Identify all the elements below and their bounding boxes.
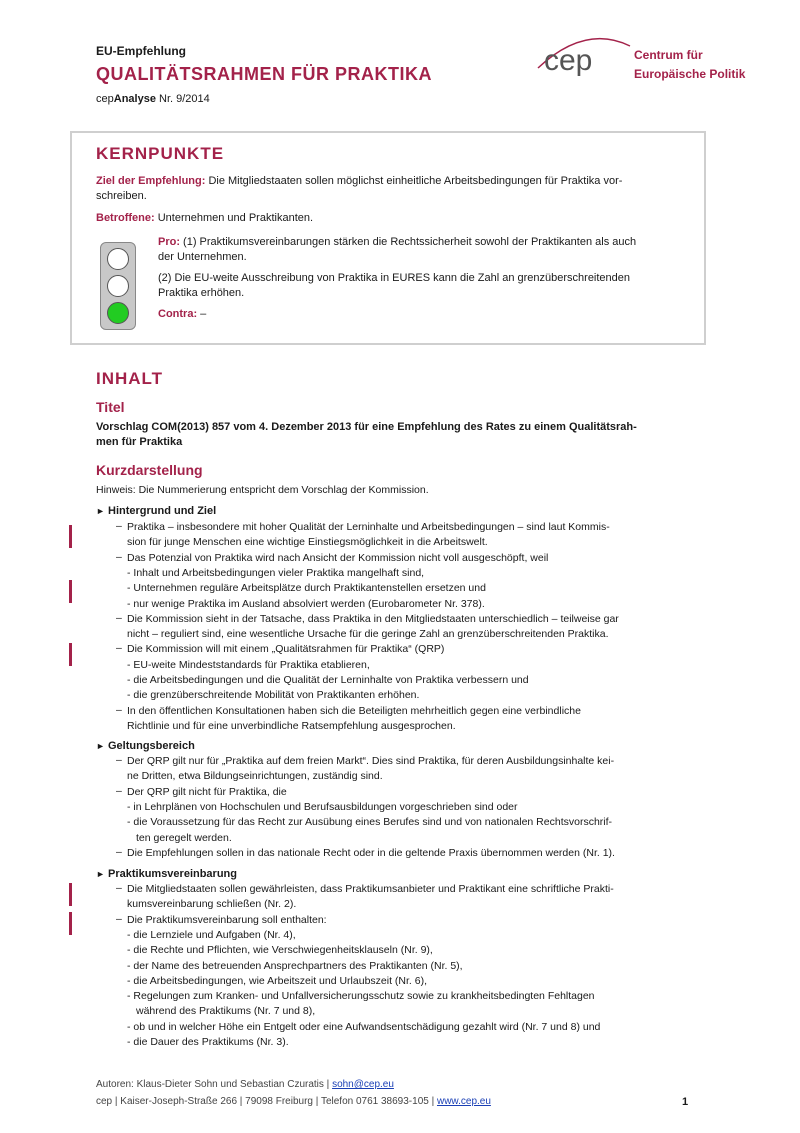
list-dash: –	[116, 520, 122, 532]
document-title: QUALITÄTSRAHMEN FÜR PRAKTIKA	[96, 64, 432, 84]
cep-logo	[530, 28, 640, 84]
pro-label: Pro:	[158, 236, 180, 248]
list-subitem: - die Voraussetzung für das Recht zur Ausübung eines Berufes sind und von nationalen Rechtsvorschrif-	[127, 816, 613, 829]
list-item: kumsvereinbarung schließen (Nr. 2).	[127, 898, 297, 911]
section-heading-geltungsbereich	[96, 740, 195, 752]
number-prefix: cep	[96, 93, 114, 105]
list-item: nicht – reguliert sind, eine wesentliche Ursache für die geringe Zahl an grenzüberschreitenden Praktika.	[127, 628, 609, 641]
list-dash: –	[116, 882, 122, 894]
ziel-line-2: schreiben.	[96, 190, 147, 202]
number-suffix: Nr. 9/2014	[155, 93, 210, 105]
change-bar	[69, 912, 72, 935]
section-heading-praktikumsvereinbarung	[96, 868, 237, 880]
address-text: cep | Kaiser-Joseph-Straße 266 | 79098 Freiburg | Telefon 0761 38693-105 |	[96, 1096, 437, 1107]
betroffene-text: Unternehmen und Praktikanten.	[154, 212, 314, 224]
ziel-label: Ziel der Empfehlung:	[96, 175, 206, 187]
list-item: Die Kommission sieht in der Tatsache, dass Praktika in den Mitgliedstaaten unterschiedlich – teilweise gar	[127, 612, 619, 625]
organization-name	[634, 46, 745, 84]
list-subitem: - Inhalt und Arbeitsbedingungen vieler Praktika mangelhaft sind,	[127, 566, 425, 579]
page-number: 1	[682, 1096, 689, 1108]
betroffene-label: Betroffene:	[96, 212, 155, 224]
list-subitem: - die Arbeitsbedingungen, wie Arbeitszeit und Urlaubszeit (Nr. 6),	[127, 974, 427, 987]
pro2-line-2: Praktika erhöhen.	[158, 287, 245, 299]
list-dash: –	[116, 703, 122, 716]
contra-line	[158, 307, 206, 322]
traffic-light-yellow-off	[107, 275, 129, 297]
list-subitem: - die Dauer des Praktikums (Nr. 3).	[127, 1036, 289, 1048]
org-line-2: Europäische Politik	[634, 67, 746, 81]
list-item: ten geregelt werden.	[136, 831, 232, 844]
list-item: ne Dritten, etwa Bildungseinrichtungen, zuständig sind.	[127, 770, 383, 783]
number-bold: Analyse	[113, 93, 156, 105]
section-heading-text: Hintergrund und Ziel	[108, 505, 217, 517]
titel-line-1: Vorschlag COM(2013) 857 vom 4. Dezember 2013 für eine Empfehlung des Rates zu einem Qualitätsrah-	[96, 421, 637, 433]
ziel-line	[96, 174, 686, 189]
inhalt-title: INHALT	[96, 369, 164, 388]
list-item: Die Mitgliedstaaten sollen gewährleisten, dass Praktikumsanbieter und Praktikant eine schriftliche Prakti-	[127, 883, 614, 895]
list-item: Das Potenzial von Praktika wird nach Ansicht der Kommission nicht voll ausgeschöpft, weil	[127, 551, 549, 564]
org-line-1: Centrum für	[634, 48, 703, 62]
change-bar	[69, 643, 72, 666]
logo-text: cep	[544, 44, 593, 77]
titel-heading: Titel	[96, 399, 125, 415]
list-subitem: - ob und in welcher Höhe ein Entgelt oder eine Aufwandsentschädigung gezahlt wird (Nr. 7 und 8) und	[127, 1020, 601, 1033]
list-subitem: - der Name des betreuenden Ansprechpartners des Praktikanten (Nr. 5),	[127, 959, 463, 972]
change-bar	[69, 883, 72, 906]
bullet-triangle-icon: ►	[96, 741, 105, 751]
kurzdarstellung-heading: Kurzdarstellung	[96, 462, 203, 478]
change-bar	[69, 525, 72, 548]
list-item: während des Praktikums (Nr. 7 und 8),	[136, 1005, 316, 1018]
document-type: EU-Empfehlung	[96, 44, 186, 58]
contra-text: –	[197, 308, 207, 320]
ziel-text: Die Mitgliedstaaten sollen möglichst einheitliche Arbeitsbedingungen für Praktika vor-	[205, 175, 623, 187]
list-item: Richtlinie und für eine unverbindliche Ratsempfehlung ausgesprochen.	[127, 719, 456, 732]
list-item: Die Kommission will mit einem „Qualitätsrahmen für Praktika“ (QRP)	[127, 643, 445, 656]
footer-address	[96, 1096, 491, 1107]
list-subitem: - nur wenige Praktika im Ausland absolviert werden (Eurobarometer Nr. 378).	[127, 597, 485, 610]
contra-label: Contra:	[158, 308, 198, 320]
betroffene-line	[96, 211, 313, 226]
list-dash: –	[116, 754, 122, 766]
list-subitem: - Regelungen zum Kranken- und Unfallversicherungsschutz sowie zu krankheitsbedingten Fehltagen	[127, 990, 595, 1003]
pro2-line-1: (2) Die EU-weite Ausschreibung von Praktika in EURES kann die Zahl an grenzüberschreitenden	[158, 272, 631, 284]
website-link[interactable]: www.cep.eu	[436, 1096, 491, 1107]
pro-line-1	[158, 235, 636, 250]
list-subitem: - die Lernziele und Aufgaben (Nr. 4),	[127, 928, 296, 941]
traffic-light-red-off	[107, 248, 129, 270]
section-heading-hintergrund	[96, 505, 216, 517]
titel-line-2: men für Praktika	[96, 436, 183, 448]
list-dash: –	[116, 550, 122, 563]
list-dash: –	[116, 784, 122, 797]
list-dash: –	[116, 845, 122, 858]
list-item: Der QRP gilt nur für „Praktika auf dem freien Markt“. Dies sind Praktika, für deren Ausbildungsinhalte kei-	[127, 755, 615, 767]
authors-text: Autoren: Klaus-Dieter Sohn und Sebastian Czuratis |	[96, 1079, 333, 1090]
list-subitem: - die Arbeitsbedingungen und die Qualität der Lerninhalte von Praktika verbessern und	[127, 674, 529, 686]
pro1-text: (1) Praktikumsvereinbarungen stärken die Rechtssicherheit sowohl der Praktikanten als auch	[180, 236, 637, 248]
change-bar	[69, 580, 72, 603]
list-subitem: - die Rechte und Pflichten, wie Verschwiegenheitsklauseln (Nr. 9),	[127, 944, 433, 957]
bullet-triangle-icon: ►	[96, 506, 105, 516]
list-subitem: - EU-weite Mindeststandards für Praktika etablieren,	[127, 658, 370, 671]
list-dash: –	[116, 611, 122, 624]
list-item: Die Praktikumsvereinbarung soll enthalten:	[127, 913, 327, 926]
list-item: Der QRP gilt nicht für Praktika, die	[127, 785, 287, 798]
list-item: In den öffentlichen Konsultationen haben sich die Beteiligten mehrheitlich gegen eine verbindliche	[127, 704, 581, 717]
section-heading-text: Geltungsbereich	[108, 740, 195, 752]
list-dash: –	[116, 912, 122, 925]
list-item: sion für junge Menschen eine wichtige Einstiegsmöglichkeit in die Arbeitswelt.	[127, 536, 488, 549]
email-link[interactable]: sohn@cep.eu	[332, 1079, 394, 1090]
hinweis-text: Hinweis: Die Nummerierung entspricht dem Vorschlag der Kommission.	[96, 484, 429, 496]
list-dash: –	[116, 642, 122, 655]
list-subitem: - Unternehmen reguläre Arbeitsplätze durch Praktikantenstellen ersetzen und	[127, 582, 486, 595]
footer-authors	[96, 1079, 394, 1090]
kernpunkte-title: KERNPUNKTE	[96, 144, 225, 163]
list-item: Die Empfehlungen sollen in das nationale Recht oder in die geltende Praxis übernommen werden (Nr. 1).	[127, 846, 615, 859]
analysis-number	[96, 93, 210, 105]
bullet-triangle-icon: ►	[96, 869, 105, 879]
pro-line-2: der Unternehmen.	[158, 251, 247, 263]
traffic-light-green-on	[107, 302, 129, 324]
section-heading-text: Praktikumsvereinbarung	[108, 868, 237, 880]
list-item: Praktika – insbesondere mit hoher Qualität der Lerninhalte und Arbeitsbedingungen – sind laut Kommis-	[127, 521, 610, 533]
list-subitem: - in Lehrplänen von Hochschulen und Berufsausbildungen vorgeschrieben sind oder	[127, 800, 518, 813]
traffic-light-icon	[100, 242, 136, 330]
list-subitem: - die grenzüberschreitende Mobilität von Praktikanten erhöhen.	[127, 689, 420, 702]
